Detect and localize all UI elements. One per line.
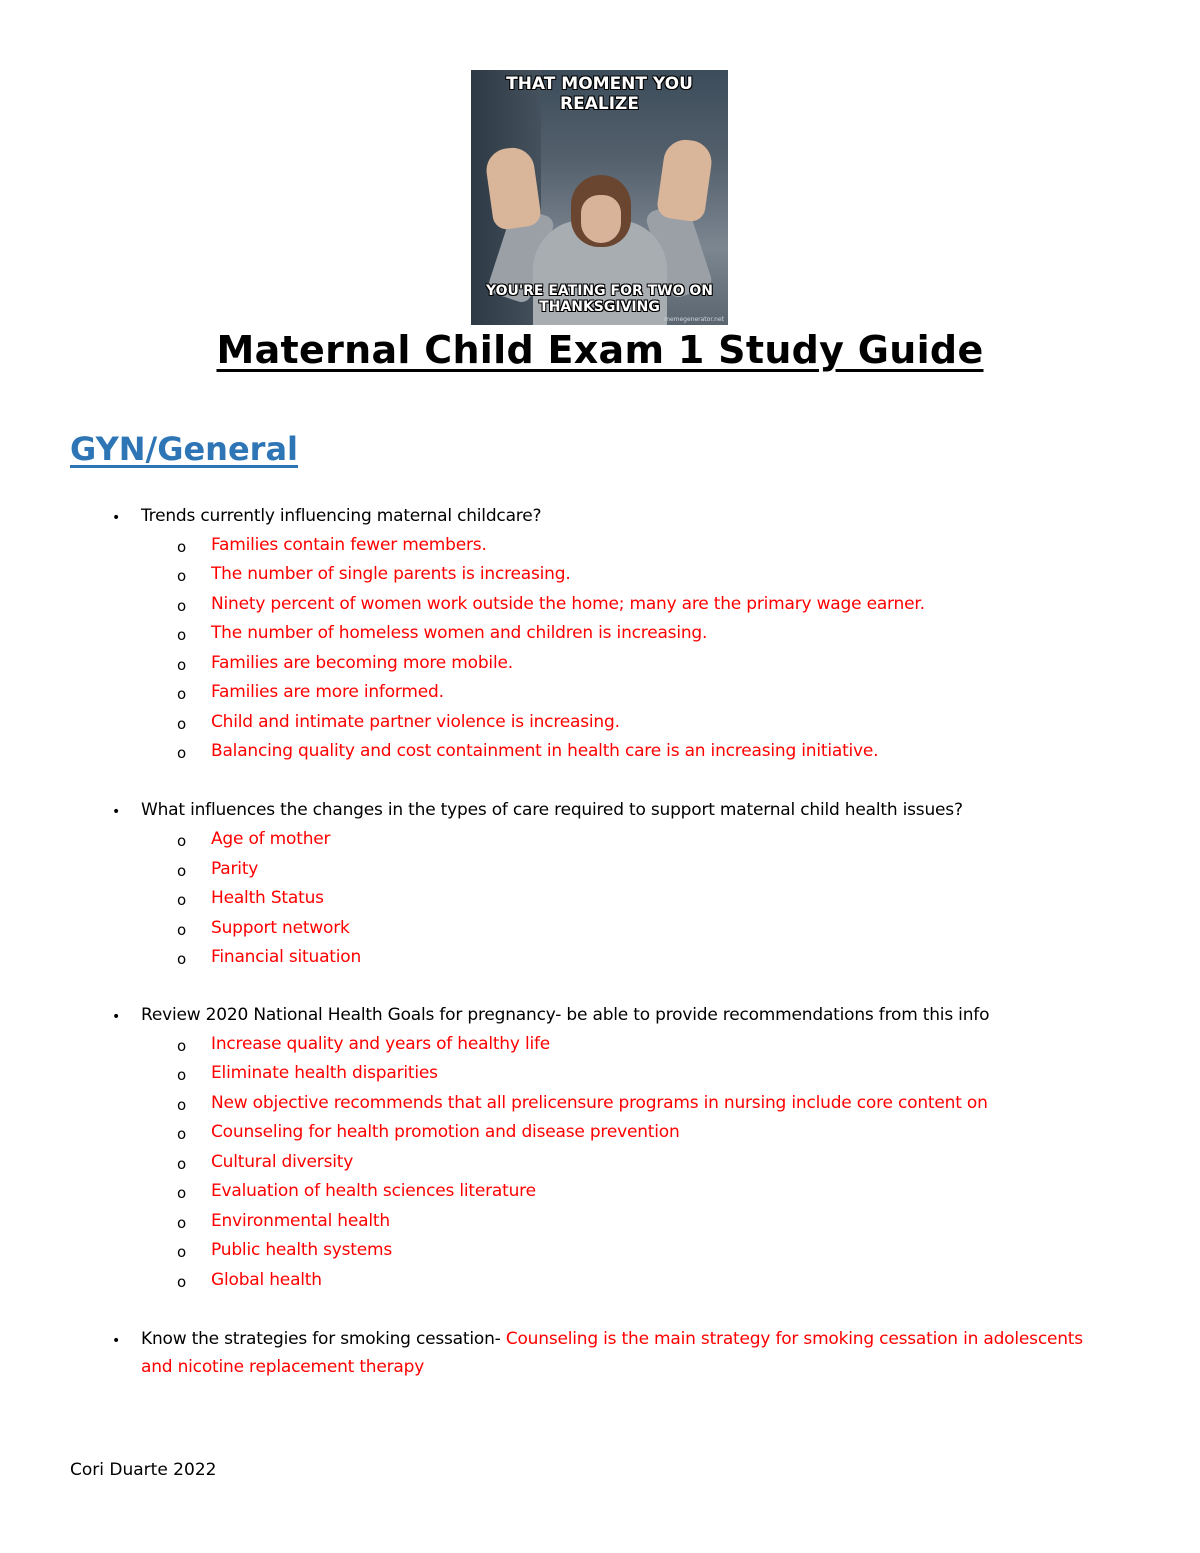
sub-bullet-icon: o (177, 685, 186, 703)
question-2: What influences the changes in the types of care required to support maternal child health issues? (141, 800, 963, 820)
answer-1-7: Child and intimate partner violence is increasing. (211, 712, 620, 732)
sub-bullet-icon: o (177, 1243, 186, 1261)
answer-3-9: Global health (211, 1270, 322, 1290)
answer-2-2: Parity (211, 859, 259, 879)
sub-bullet-icon: o (177, 626, 186, 644)
answer-3-6: Evaluation of health sciences literature (211, 1181, 536, 1201)
sub-bullet-icon: o (177, 597, 186, 615)
sub-bullet-icon: o (177, 1066, 186, 1084)
answer-3-1: Increase quality and years of healthy life (211, 1034, 551, 1054)
answer-3-2: Eliminate health disparities (211, 1063, 438, 1083)
sub-bullet-icon: o (177, 656, 186, 674)
question-4-text: Know the strategies for smoking cessation- (141, 1329, 501, 1349)
question-3: Review 2020 National Health Goals for pregnancy- be able to provide recommendations from this info (141, 1005, 990, 1025)
answer-1-3: Ninety percent of women work outside the home; many are the primary wage earner. (211, 594, 925, 614)
answer-4-inline: Counseling is the main strategy for smoking cessation in adolescents (505, 1329, 1083, 1349)
answer-3-7: Environmental health (211, 1211, 390, 1231)
sub-bullet-icon: o (177, 1125, 186, 1143)
answer-2-4: Support network (211, 918, 350, 938)
bullet-icon: • (112, 1009, 121, 1025)
answer-3-3: New objective recommends that all prelicensure programs in nursing include core content on (211, 1093, 988, 1113)
answer-3-4: Counseling for health promotion and disease prevention (211, 1122, 680, 1142)
answer-1-2: The number of single parents is increasing. (211, 564, 571, 584)
bullet-icon: • (112, 804, 121, 820)
answer-2-1: Age of mother (211, 829, 331, 849)
question-4 (141, 1328, 1141, 1350)
answer-4-continuation: and nicotine replacement therapy (141, 1357, 425, 1377)
meme-top-caption: THAT MOMENT YOU REALIZE (506, 74, 693, 114)
sub-bullet-icon: o (177, 921, 186, 939)
meme-face (581, 195, 621, 243)
question-1: Trends currently influencing maternal childcare? (141, 506, 542, 526)
meme-watermark: memegenerator.net (664, 316, 724, 323)
meme-hand-right (656, 137, 715, 223)
answer-3-5: Cultural diversity (211, 1152, 354, 1172)
section-heading: GYN/General (70, 430, 298, 468)
sub-bullet-icon: o (177, 1273, 186, 1291)
sub-bullet-icon: o (177, 862, 186, 880)
answer-1-6: Families are more informed. (211, 682, 444, 702)
sub-bullet-icon: o (177, 1184, 186, 1202)
sub-bullet-icon: o (177, 1037, 186, 1055)
answer-1-1: Families contain fewer members. (211, 535, 487, 555)
bullet-icon: • (112, 510, 121, 526)
answer-2-3: Health Status (211, 888, 324, 908)
sub-bullet-icon: o (177, 1155, 186, 1173)
sub-bullet-icon: o (177, 1096, 186, 1114)
sub-bullet-icon: o (177, 891, 186, 909)
document-title: Maternal Child Exam 1 Study Guide (216, 328, 984, 372)
footer-author: Cori Duarte 2022 (70, 1460, 217, 1480)
sub-bullet-icon: o (177, 538, 186, 556)
meme-bottom-caption: YOU'RE EATING FOR TWO ON THANKSGIVING (485, 283, 714, 316)
answer-1-4: The number of homeless women and children is increasing. (211, 623, 708, 643)
bullet-icon: • (112, 1333, 121, 1349)
answer-2-5: Financial situation (211, 947, 362, 967)
sub-bullet-icon: o (177, 832, 186, 850)
answer-3-8: Public health systems (211, 1240, 393, 1260)
sub-bullet-icon: o (177, 950, 186, 968)
meme-image (471, 70, 728, 325)
sub-bullet-icon: o (177, 567, 186, 585)
sub-bullet-icon: o (177, 744, 186, 762)
answer-1-5: Families are becoming more mobile. (211, 653, 513, 673)
sub-bullet-icon: o (177, 1214, 186, 1232)
sub-bullet-icon: o (177, 715, 186, 733)
answer-1-8: Balancing quality and cost containment in health care is an increasing initiative. (211, 741, 879, 761)
